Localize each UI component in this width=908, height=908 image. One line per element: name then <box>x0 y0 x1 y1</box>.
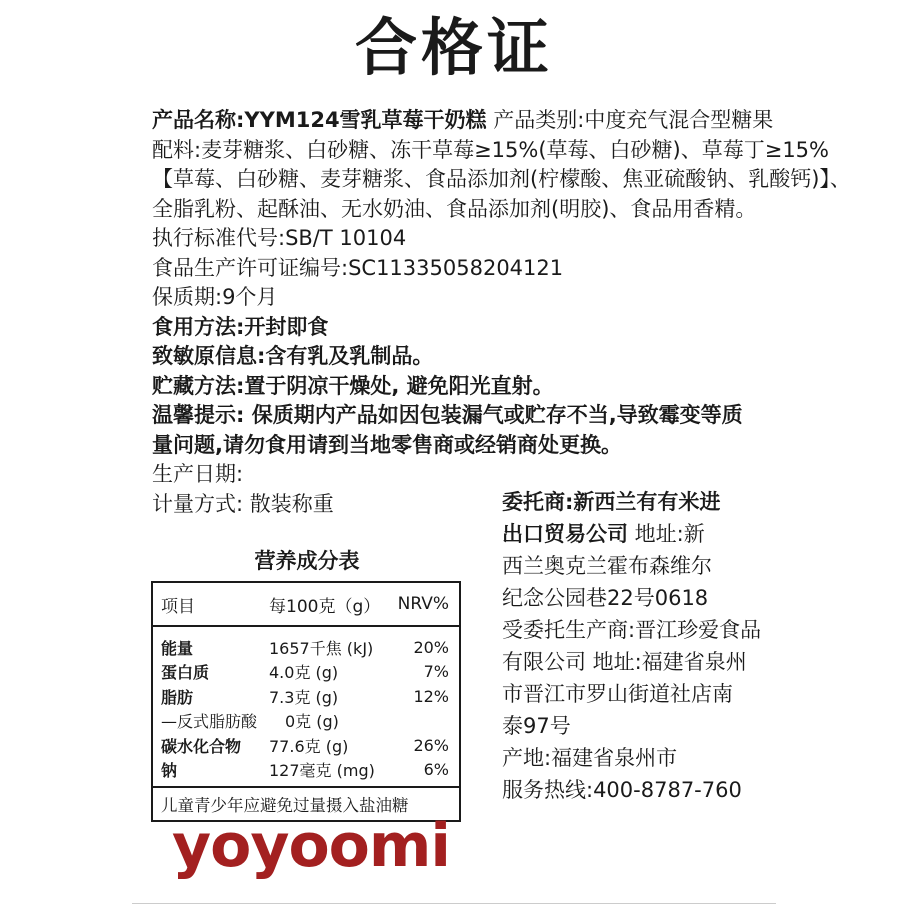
license-number: 食品生产许可证编号:SC11335058204121 <box>152 255 564 280</box>
nutrient-amount: 4.0克 (g) <box>269 663 339 683</box>
standard-code: 执行标准代号:SB/T 10104 <box>152 226 407 250</box>
ingredients-line-3: 全脂乳粉、起酥油、无水奶油、食品添加剂(明胶)、食品用香精。 <box>152 196 757 221</box>
nutrient-nrv: 12% <box>413 686 449 706</box>
nutrition-header <box>153 583 459 627</box>
nutrient-amount: 7.3克 (g) <box>269 687 339 707</box>
allergen-info: 致敏原信息:含有乳及乳制品。 <box>152 344 434 368</box>
page-title: 合格证 <box>354 11 553 84</box>
service-hotline: 服务热线:400-8787-760 <box>502 778 742 802</box>
nutrient-nrv: 20% <box>413 637 449 657</box>
warm-tip-line-1: 温馨提示: 保质期内产品如因包装漏气或贮存不当,导致霉变等质 <box>152 403 743 427</box>
client-address-label: 地址:新 <box>628 522 705 546</box>
production-date: 生产日期: <box>152 462 244 486</box>
nutrition-row <box>153 733 459 758</box>
origin: 产地:福建省泉州市 <box>502 746 678 770</box>
usage-method: 食用方法:开封即食 <box>152 314 329 339</box>
nutrition-footer: 儿童青少年应避免过量摄入盐油糖 <box>153 786 459 820</box>
nutrition-title: 营养成分表 <box>254 549 360 573</box>
client-company-name-tail: 出口贸易公司 <box>502 522 628 546</box>
ingredients-line-1: 配料:麦芽糖浆、白砂糖、冻干草莓≥15%(草莓、白砂糖)、草莓丁≥15% <box>152 137 830 162</box>
manufacturer-address-1: 市晋江市罗山街道社店南 <box>502 682 733 706</box>
header-item: 项目 <box>161 596 195 617</box>
nutrient-name: 碳水化合物 <box>161 736 242 756</box>
nutrient-amount: 1657千焦 (kJ) <box>269 638 374 658</box>
nutrient-nrv: 26% <box>413 735 449 755</box>
manufacturer-line-2: 有限公司 地址:福建省泉州 <box>502 650 747 674</box>
nutrition-table <box>151 581 461 822</box>
nutrient-amount: 77.6克 (g) <box>269 736 349 756</box>
nutrient-nrv: 6% <box>423 760 449 780</box>
ingredients-line-2: 【草莓、白砂糖、麦芽糖浆、食品添加剂(柠檬酸、焦亚硫酸钠、乳酸钙)】、 <box>152 167 851 191</box>
manufacturer-address-2: 泰97号 <box>502 714 571 738</box>
client-company: 委托商:新西兰有有米进 <box>502 490 721 514</box>
header-nrv: NRV% <box>397 594 449 614</box>
nutrient-name: 钠 <box>161 761 178 781</box>
nutrition-row <box>153 660 459 685</box>
nutrition-row <box>153 684 459 709</box>
shelf-life: 保质期:9个月 <box>152 285 278 309</box>
manufacturer: 受委托生产商:晋江珍爱食品 <box>502 618 762 642</box>
product-info <box>152 106 851 519</box>
nutrient-name: 能量 <box>161 638 194 658</box>
client-address-1: 西兰奥克兰霍布森维尔 <box>502 554 712 578</box>
measurement-method: 计量方式: 散装称重 <box>152 491 334 516</box>
warm-tip-line-2: 量问题,请勿食用请到当地零售商或经销商处更换。 <box>152 432 622 457</box>
nutrition-body <box>153 627 459 786</box>
company-info <box>502 486 762 806</box>
nutrient-name: 脂肪 <box>161 687 194 707</box>
client-address-2: 纪念公园巷22号0618 <box>502 586 709 610</box>
product-name-value: YYM124雪乳草莓干奶糕 <box>244 108 487 132</box>
brand-logo: yoyoomi <box>172 811 450 881</box>
nutrient-name: 蛋白质 <box>161 663 210 683</box>
product-category: 产品类别:中度充气混合型糖果 <box>486 108 774 132</box>
nutrient-amount: 127毫克 (mg) <box>269 761 375 781</box>
product-name-label: 产品名称: <box>152 108 245 132</box>
nutrition-row <box>153 758 459 783</box>
client-company-line-2 <box>502 518 762 550</box>
nutrition-row <box>153 709 459 734</box>
nutrient-name: —反式脂肪酸 <box>161 712 258 732</box>
product-name-line <box>152 106 792 136</box>
nutrition-row <box>153 635 459 660</box>
header-per-100g: 每100克（g） <box>269 596 381 617</box>
nutrient-amount: 0克 (g) <box>285 712 339 732</box>
storage-method: 贮藏方法:置于阴凉干燥处, 避免阳光直射。 <box>152 373 554 398</box>
divider <box>132 903 776 904</box>
nutrient-nrv: 7% <box>423 662 449 682</box>
